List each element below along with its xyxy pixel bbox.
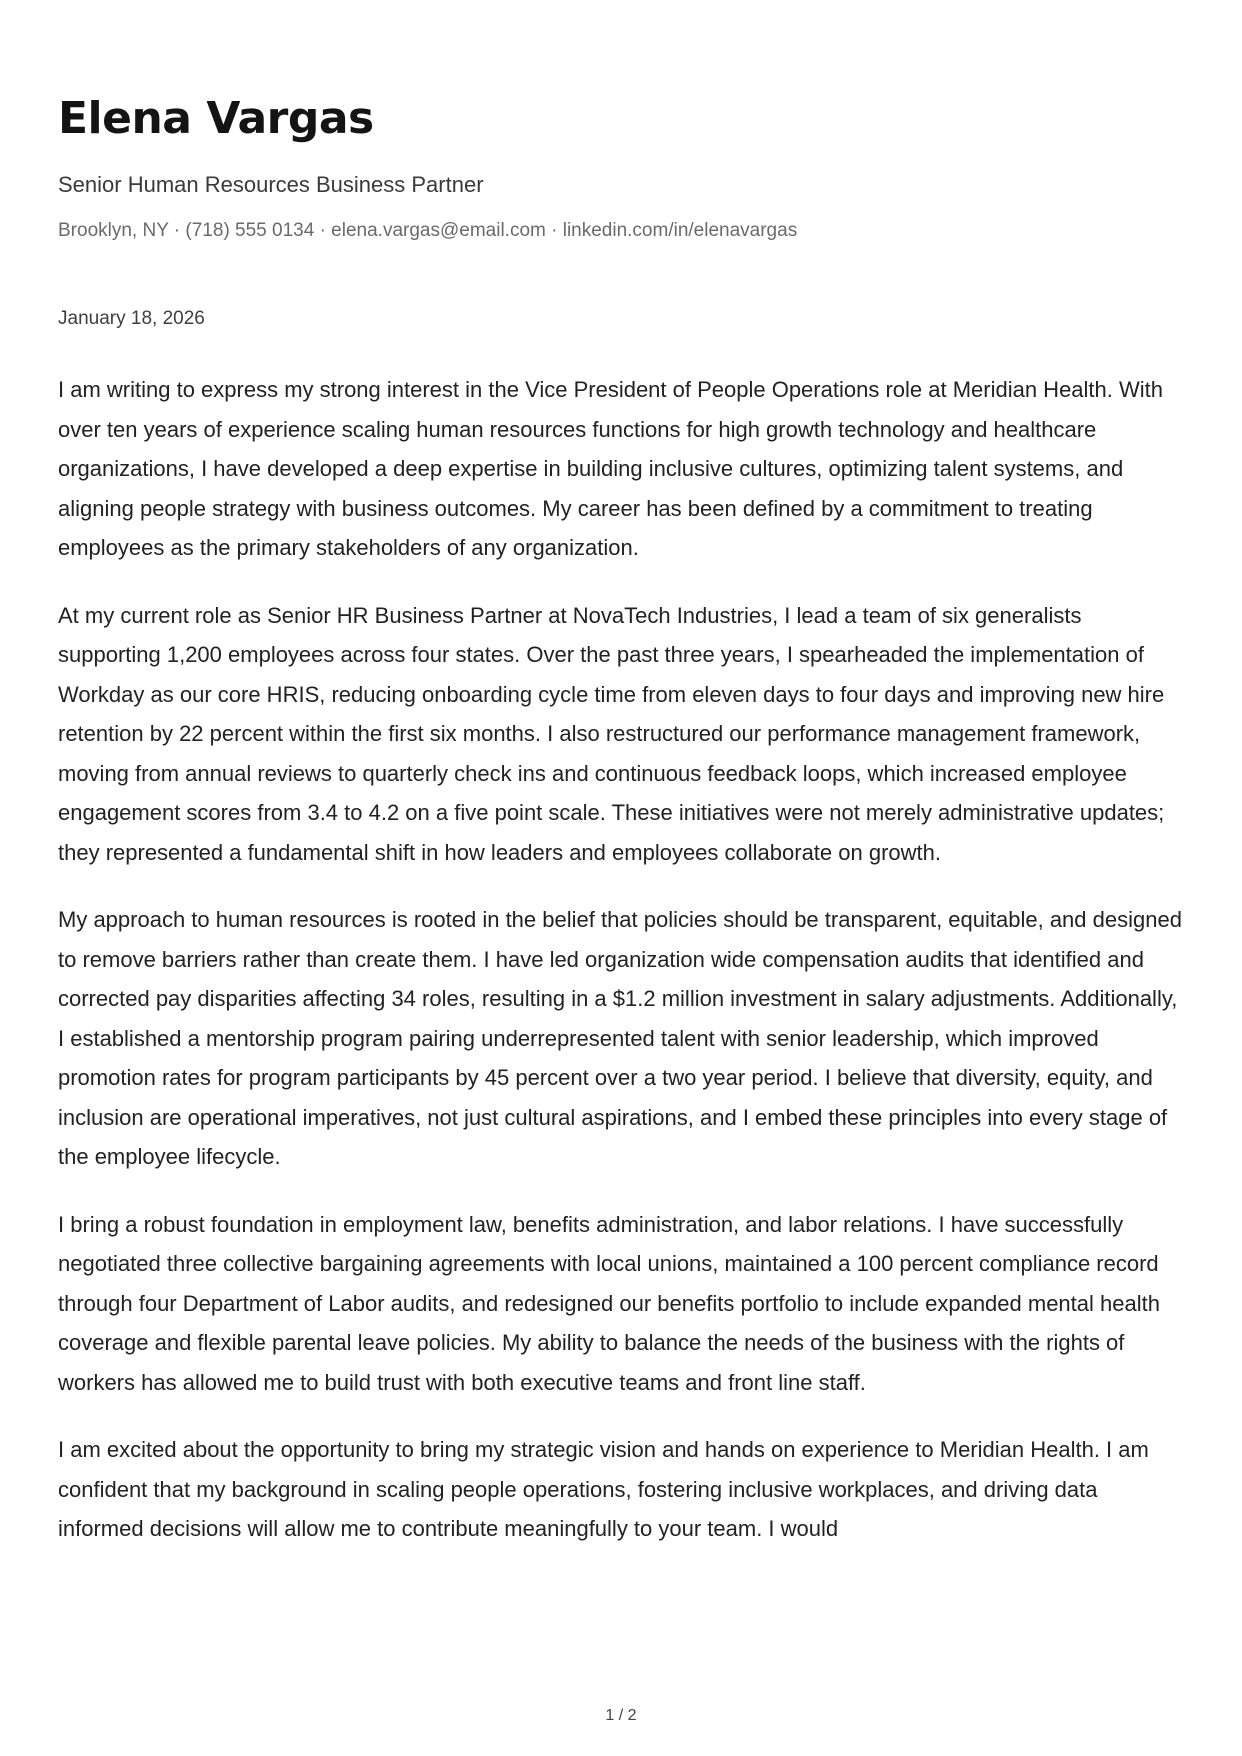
paragraph-1: I am writing to express my strong interest in the Vice President of People Operations role at Meridian Health. With over ten years of experience scaling human resources functions for high growth technology and healthcare organizations, I have developed a deep expertise in building inclusive cultures, optimizing talent systems, and aligning people strategy with business outcomes. My career has been defined by a commitment to treating employees as the primary stakeholders of any organization.	[58, 377, 1163, 560]
page-number: 1 / 2	[605, 1707, 637, 1724]
contact-line: Brooklyn, NY · (718) 555 0134 · elena.vargas@email.com · linkedin.com/in/elenavargas	[58, 220, 798, 241]
letter-body	[58, 370, 1188, 1577]
paragraph-3: My approach to human resources is rooted in the belief that policies should be transparent, equitable, and designed to remove barriers rather than create them. I have led organization wide compensation audits that identified and corrected pay disparities affecting 34 roles, resulting in a $1.2 million investment in salary adjustments. Additionally, I established a mentorship program pairing underrepresented talent with senior leadership, which improved promotion rates for program participants by 45 percent over a two year period. I believe that diversity, equity, and inclusion are operational imperatives, not just cultural aspirations, and I embed these principles into every stage of the employee lifecycle.	[58, 907, 1182, 1169]
paragraph-5: I am excited about the opportunity to bring my strategic vision and hands on experience to Meridian Health. I am confident that my background in scaling people operations, fostering inclusive workplaces, and driving data informed decisions will allow me to contribute meaningfully to your team. I would	[58, 1437, 1149, 1541]
paragraph-4: I bring a robust foundation in employment law, benefits administration, and labor relations. I have successfully negotiated three collective bargaining agreements with local unions, maintained a 100 percent compliance record through four Department of Labor audits, and redesigned our benefits portfolio to include expanded mental health coverage and flexible parental leave policies. My ability to balance the needs of the business with the rights of workers has allowed me to build trust with both executive teams and front line staff.	[58, 1211, 1160, 1395]
letter-date: January 18, 2026	[58, 308, 205, 329]
applicant-title: Senior Human Resources Business Partner	[58, 172, 484, 197]
applicant-name: Elena Vargas	[58, 93, 374, 144]
paragraph-2: At my current role as Senior HR Business Partner at NovaTech Industries, I lead a team of six generalists supporting 1,200 employees across four states. Over the past three years, I spearheaded the implementation of Workday as our core HRIS, reducing onboarding cycle time from eleven days to four days and improving new hire retention by 22 percent within the first six months. I also restructured our performance management framework, moving from annual reviews to quarterly check ins and continuous feedback loops, which increased employee engagement scores from 3.4 to 4.2 on a five point scale. These initiatives were not merely administrative updates; they represented a fundamental shift in how leaders and employees collaborate on growth.	[58, 602, 1165, 865]
letter-header	[58, 90, 1178, 244]
